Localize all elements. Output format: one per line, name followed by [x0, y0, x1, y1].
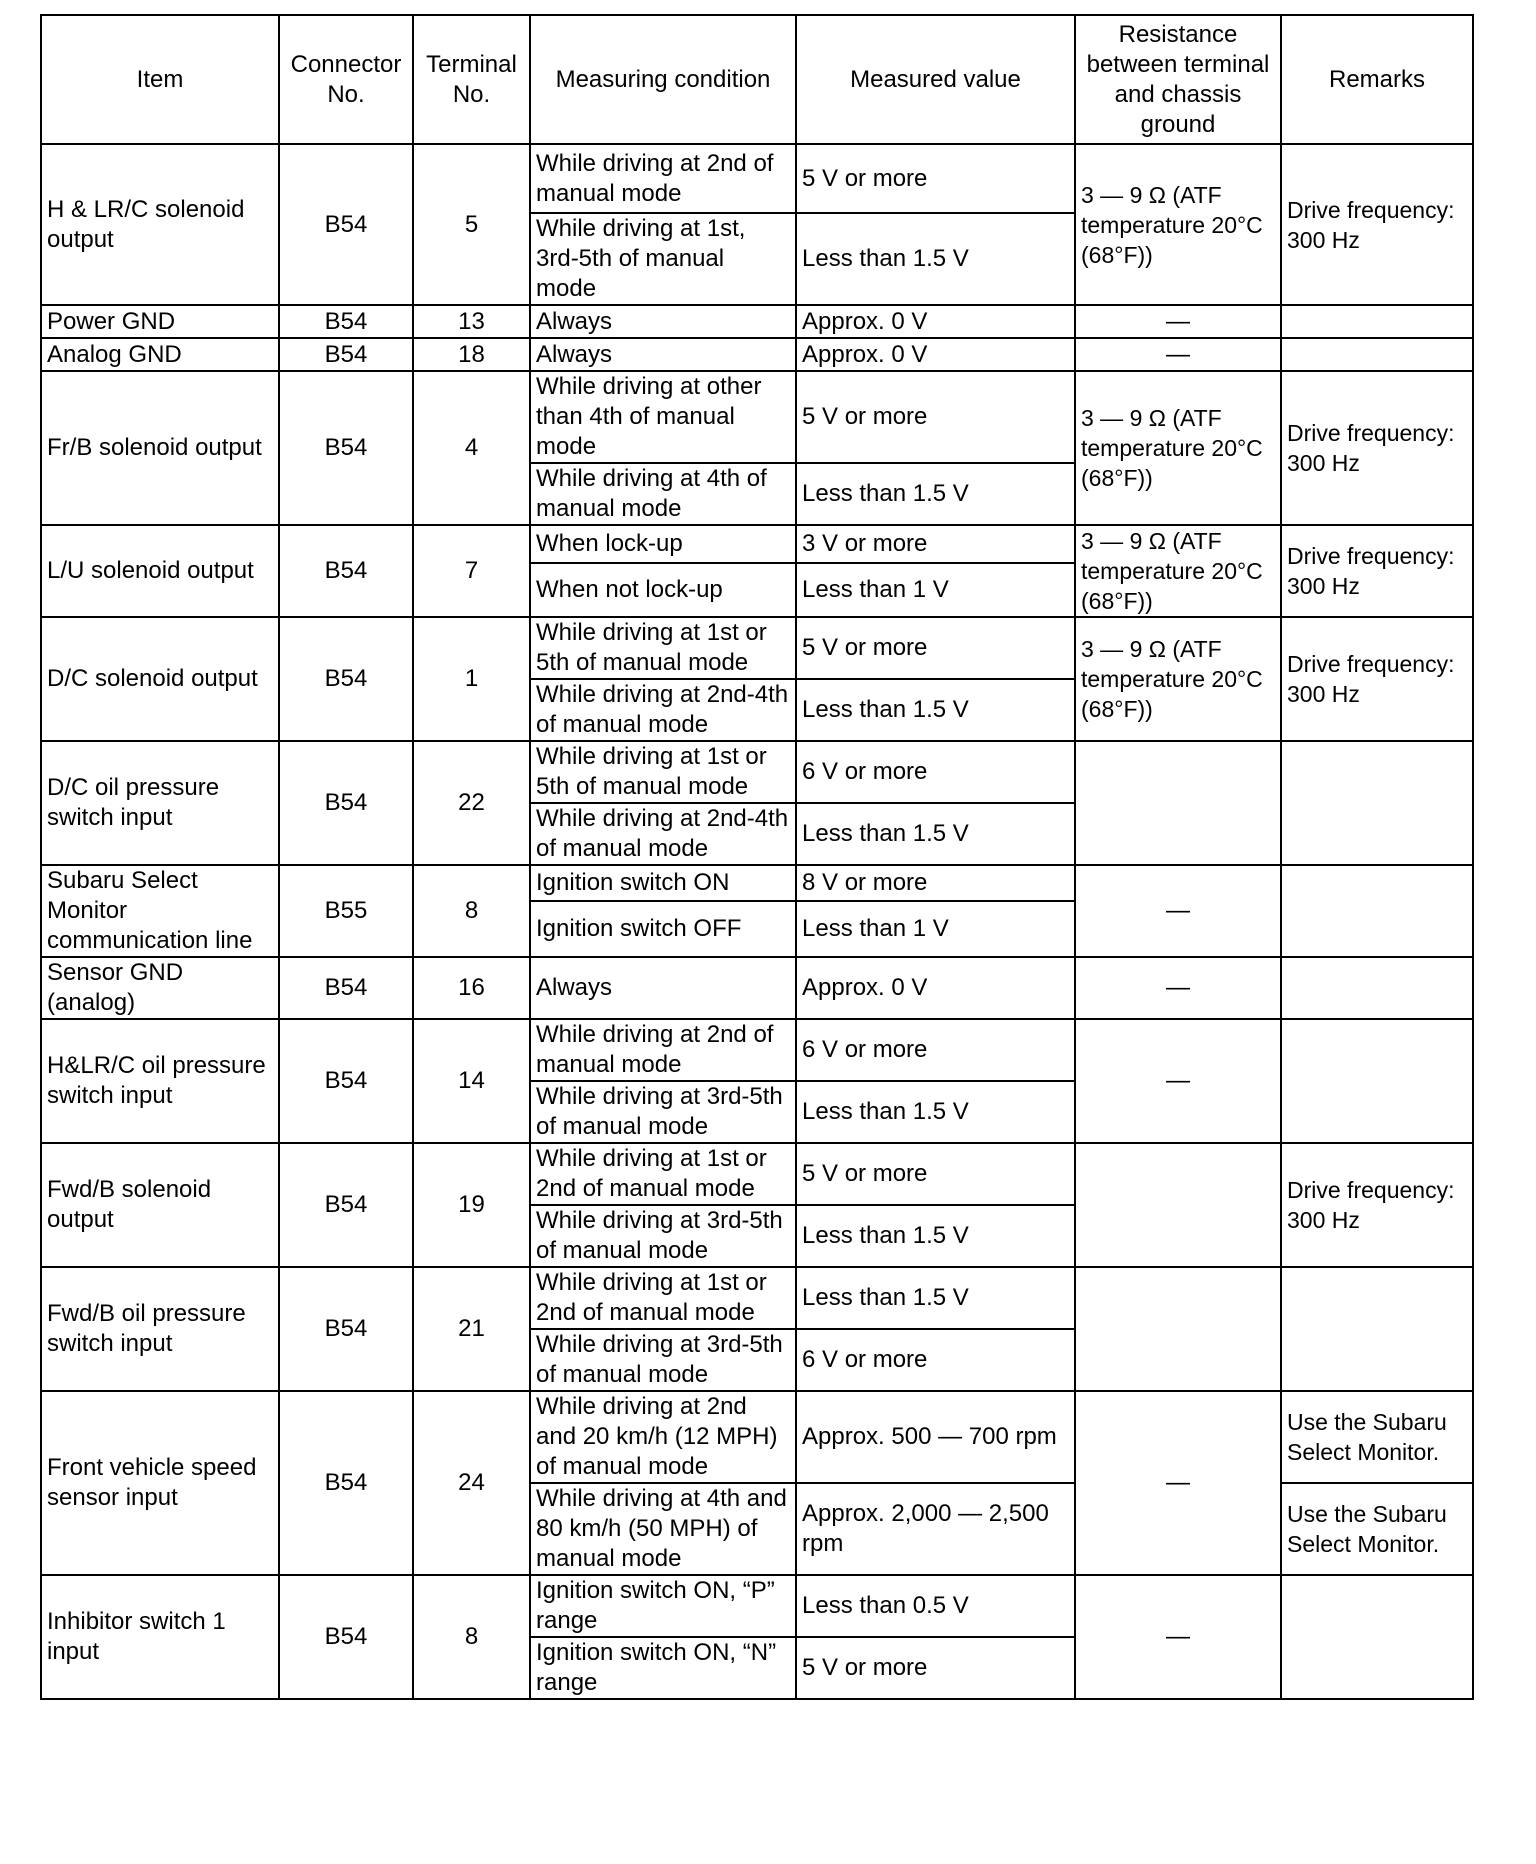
measuring-condition: Ignition switch ON, “N” range — [530, 1637, 796, 1699]
terminal-number: 1 — [413, 617, 530, 741]
resistance-value: — — [1075, 865, 1281, 957]
measuring-condition: While driving at 2nd and 20 km/h (12 MPH) of manual mode — [530, 1391, 796, 1483]
table-body — [41, 144, 1473, 1699]
resistance-value: — — [1075, 305, 1281, 338]
terminal-number: 24 — [413, 1391, 530, 1575]
header-terminal: Terminal No. — [413, 15, 530, 144]
resistance-value — [1075, 741, 1281, 865]
measuring-condition: When not lock-up — [530, 563, 796, 617]
header-remarks: Remarks — [1281, 15, 1473, 144]
table-row — [41, 1391, 1473, 1483]
resistance-value: 3 — 9 Ω (ATF temperature 20°C (68°F)) — [1075, 617, 1281, 741]
item-name: Sensor GND (analog) — [41, 957, 279, 1019]
table-row — [41, 617, 1473, 679]
table-row — [41, 1267, 1473, 1329]
measuring-condition: While driving at 2nd of manual mode — [530, 144, 796, 213]
measuring-condition: While driving at 1st or 2nd of manual mode — [530, 1267, 796, 1329]
measured-value: Less than 1.5 V — [796, 679, 1075, 741]
measured-value: 6 V or more — [796, 741, 1075, 803]
terminal-number: 4 — [413, 371, 530, 525]
item-name: H&LR/C oil pressure switch input — [41, 1019, 279, 1143]
terminal-number: 8 — [413, 1575, 530, 1699]
measured-value: Less than 1 V — [796, 901, 1075, 957]
terminal-number: 8 — [413, 865, 530, 957]
terminal-number: 13 — [413, 305, 530, 338]
item-name: Subaru Select Monitor communication line — [41, 865, 279, 957]
measured-value: Less than 1 V — [796, 563, 1075, 617]
measuring-condition: Always — [530, 957, 796, 1019]
measured-value: Less than 1.5 V — [796, 803, 1075, 865]
measuring-condition: While driving at other than 4th of manual mode — [530, 371, 796, 463]
connector-number: B54 — [279, 741, 413, 865]
measured-value: Approx. 0 V — [796, 957, 1075, 1019]
header-condition: Measuring condition — [530, 15, 796, 144]
remarks-note: Drive frequency: 300 Hz — [1281, 371, 1473, 525]
terminal-spec-table — [40, 14, 1474, 1700]
measuring-condition: When lock-up — [530, 525, 796, 563]
table-row — [41, 525, 1473, 563]
remarks-note: Drive frequency: 300 Hz — [1281, 1143, 1473, 1267]
measured-value: 5 V or more — [796, 371, 1075, 463]
header-value: Measured value — [796, 15, 1075, 144]
measured-value: Less than 1.5 V — [796, 1081, 1075, 1143]
connector-number: B54 — [279, 525, 413, 617]
connector-number: B54 — [279, 1575, 413, 1699]
terminal-number: 14 — [413, 1019, 530, 1143]
table-row — [41, 865, 1473, 901]
measuring-condition: While driving at 3rd-5th of manual mode — [530, 1329, 796, 1391]
measuring-condition: While driving at 4th of manual mode — [530, 463, 796, 525]
measured-value: Less than 1.5 V — [796, 1267, 1075, 1329]
remarks-note — [1281, 1267, 1473, 1391]
terminal-number: 18 — [413, 338, 530, 371]
header-resistance: Resistance between terminal and chassis ground — [1075, 15, 1281, 144]
item-name: L/U solenoid output — [41, 525, 279, 617]
header-item: Item — [41, 15, 279, 144]
measuring-condition: While driving at 2nd-4th of manual mode — [530, 803, 796, 865]
resistance-value — [1075, 1143, 1281, 1267]
connector-number: B54 — [279, 957, 413, 1019]
measuring-condition: Always — [530, 338, 796, 371]
measuring-condition: While driving at 3rd-5th of manual mode — [530, 1081, 796, 1143]
connector-number: B54 — [279, 1391, 413, 1575]
terminal-number: 16 — [413, 957, 530, 1019]
table-row — [41, 305, 1473, 338]
remarks-note — [1281, 1575, 1473, 1699]
measuring-condition: While driving at 2nd-4th of manual mode — [530, 679, 796, 741]
measured-value: Approx. 2,000 — 2,500 rpm — [796, 1483, 1075, 1575]
resistance-value: — — [1075, 1019, 1281, 1143]
measuring-condition: While driving at 1st or 2nd of manual mode — [530, 1143, 796, 1205]
measured-value: Approx. 0 V — [796, 338, 1075, 371]
table-row — [41, 371, 1473, 463]
connector-number: B54 — [279, 305, 413, 338]
header-connector: Connector No. — [279, 15, 413, 144]
remarks-note — [1281, 865, 1473, 957]
item-name: Fr/B solenoid output — [41, 371, 279, 525]
terminal-number: 19 — [413, 1143, 530, 1267]
measured-value: Less than 1.5 V — [796, 1205, 1075, 1267]
remarks-note: Use the Subaru Select Monitor. — [1281, 1391, 1473, 1483]
table-row — [41, 957, 1473, 1019]
measured-value: 5 V or more — [796, 1143, 1075, 1205]
measuring-condition: While driving at 2nd of manual mode — [530, 1019, 796, 1081]
remarks-note — [1281, 1019, 1473, 1143]
resistance-value: — — [1075, 338, 1281, 371]
item-name: Inhibitor switch 1 input — [41, 1575, 279, 1699]
connector-number: B54 — [279, 1019, 413, 1143]
terminal-number: 5 — [413, 144, 530, 305]
table-row — [41, 1575, 1473, 1637]
connector-number: B54 — [279, 338, 413, 371]
terminal-number: 7 — [413, 525, 530, 617]
measured-value: 8 V or more — [796, 865, 1075, 901]
terminal-number: 21 — [413, 1267, 530, 1391]
measuring-condition: Ignition switch ON — [530, 865, 796, 901]
table-row — [41, 338, 1473, 371]
measured-value: Less than 1.5 V — [796, 463, 1075, 525]
table-row — [41, 741, 1473, 803]
table-row — [41, 1143, 1473, 1205]
measuring-condition: While driving at 1st, 3rd-5th of manual mode — [530, 213, 796, 305]
resistance-value: — — [1075, 1575, 1281, 1699]
item-name: Analog GND — [41, 338, 279, 371]
measuring-condition: While driving at 3rd-5th of manual mode — [530, 1205, 796, 1267]
measured-value: Less than 0.5 V — [796, 1575, 1075, 1637]
remarks-note: Drive frequency: 300 Hz — [1281, 144, 1473, 305]
measured-value: Approx. 500 — 700 rpm — [796, 1391, 1075, 1483]
measured-value: 3 V or more — [796, 525, 1075, 563]
remarks-note — [1281, 741, 1473, 865]
measuring-condition: While driving at 4th and 80 km/h (50 MPH) of manual mode — [530, 1483, 796, 1575]
measured-value: 5 V or more — [796, 617, 1075, 679]
connector-number: B54 — [279, 1267, 413, 1391]
item-name: D/C solenoid output — [41, 617, 279, 741]
remarks-note — [1281, 957, 1473, 1019]
measured-value: 5 V or more — [796, 144, 1075, 213]
item-name: D/C oil pressure switch input — [41, 741, 279, 865]
measured-value: 6 V or more — [796, 1329, 1075, 1391]
resistance-value: 3 — 9 Ω (ATF temperature 20°C (68°F)) — [1075, 371, 1281, 525]
remarks-note — [1281, 305, 1473, 338]
connector-number: B55 — [279, 865, 413, 957]
measured-value: Less than 1.5 V — [796, 213, 1075, 305]
item-name: Power GND — [41, 305, 279, 338]
remarks-note: Use the Subaru Select Monitor. — [1281, 1483, 1473, 1575]
resistance-value: — — [1075, 957, 1281, 1019]
measuring-condition: While driving at 1st or 5th of manual mode — [530, 741, 796, 803]
remarks-note — [1281, 338, 1473, 371]
resistance-value: — — [1075, 1391, 1281, 1575]
connector-number: B54 — [279, 144, 413, 305]
connector-number: B54 — [279, 371, 413, 525]
resistance-value: 3 — 9 Ω (ATF temperature 20°C (68°F)) — [1075, 525, 1281, 617]
resistance-value — [1075, 1267, 1281, 1391]
measuring-condition: While driving at 1st or 5th of manual mode — [530, 617, 796, 679]
resistance-value: 3 — 9 Ω (ATF temperature 20°C (68°F)) — [1075, 144, 1281, 305]
remarks-note: Drive frequency: 300 Hz — [1281, 525, 1473, 617]
item-name: Fwd/B solenoid output — [41, 1143, 279, 1267]
item-name: Fwd/B oil pressure switch input — [41, 1267, 279, 1391]
item-name: H & LR/C solenoid output — [41, 144, 279, 305]
remarks-note: Drive frequency: 300 Hz — [1281, 617, 1473, 741]
measuring-condition: Always — [530, 305, 796, 338]
connector-number: B54 — [279, 617, 413, 741]
measured-value: 6 V or more — [796, 1019, 1075, 1081]
measuring-condition: Ignition switch ON, “P” range — [530, 1575, 796, 1637]
measured-value: 5 V or more — [796, 1637, 1075, 1699]
table-row — [41, 144, 1473, 213]
table-header — [41, 15, 1473, 144]
item-name: Front vehicle speed sensor input — [41, 1391, 279, 1575]
measured-value: Approx. 0 V — [796, 305, 1075, 338]
connector-number: B54 — [279, 1143, 413, 1267]
table-row — [41, 1019, 1473, 1081]
terminal-number: 22 — [413, 741, 530, 865]
measuring-condition: Ignition switch OFF — [530, 901, 796, 957]
